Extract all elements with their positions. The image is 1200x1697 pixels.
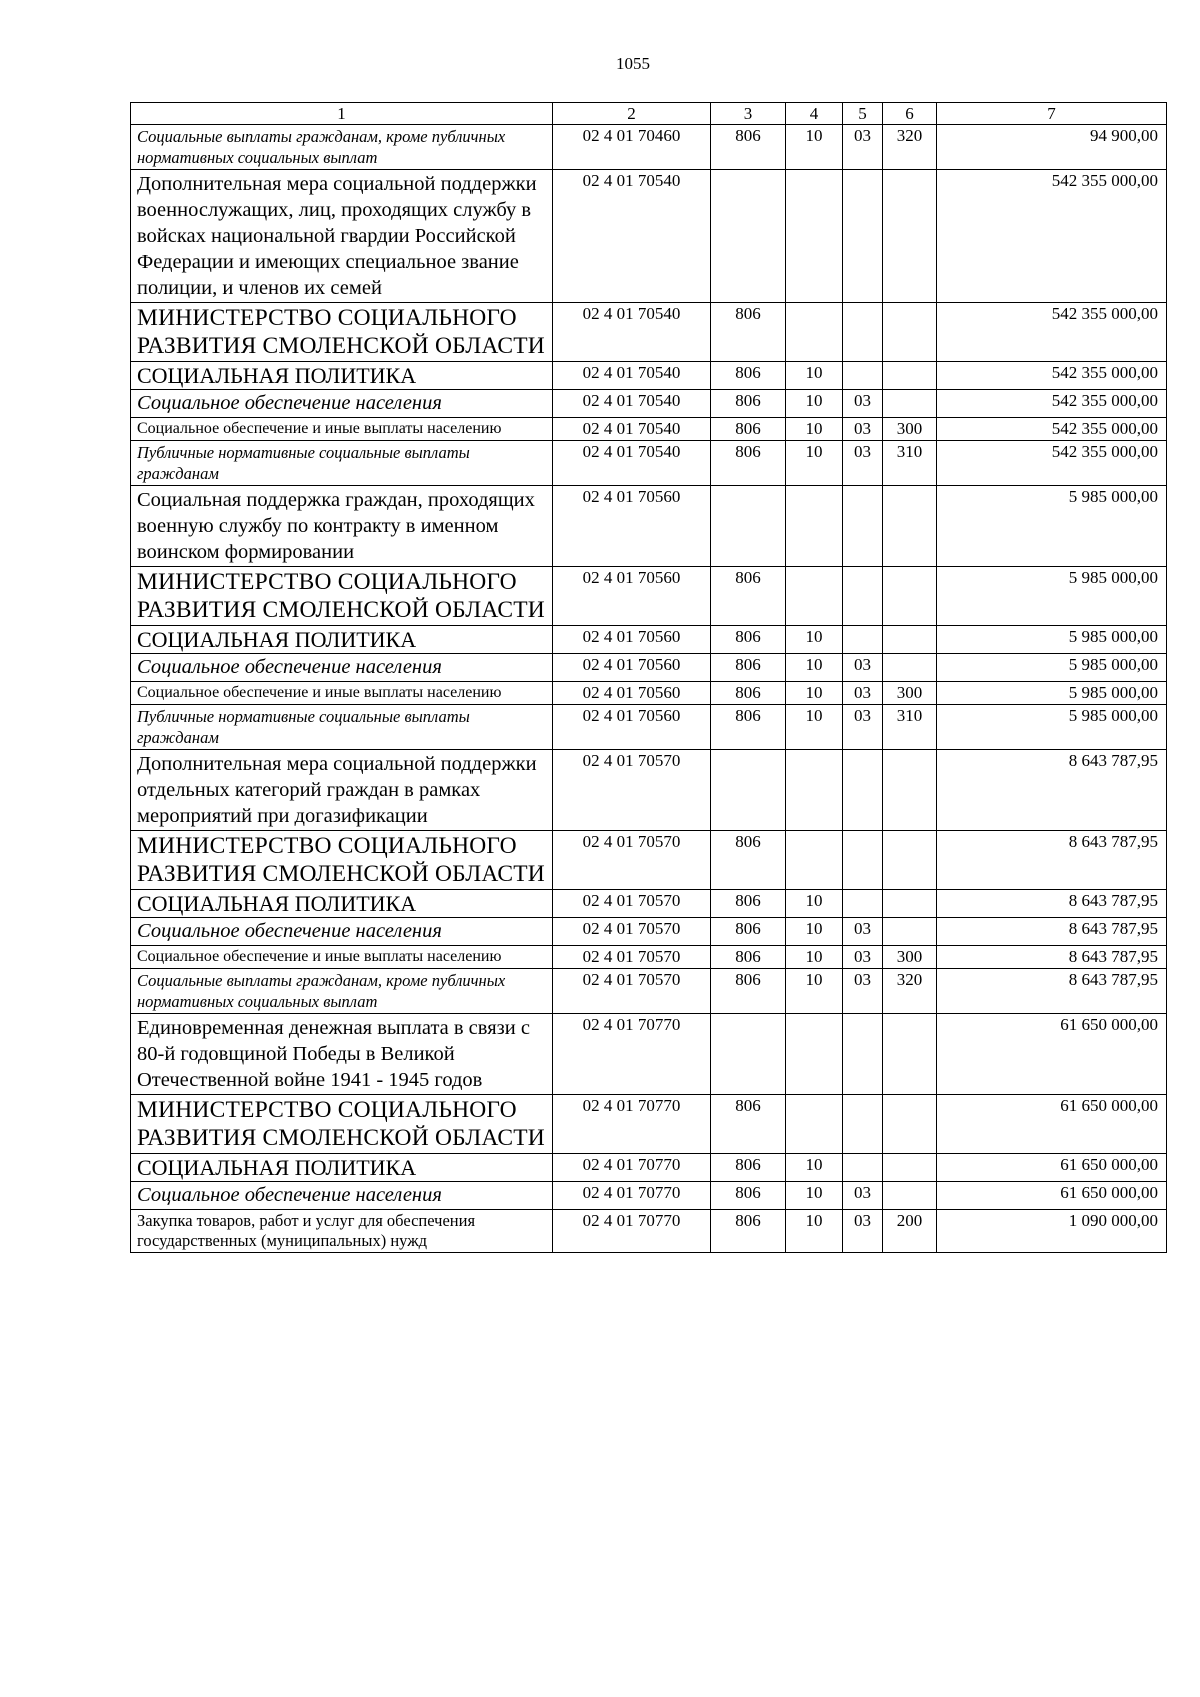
subsection-code-cell <box>843 890 883 918</box>
subsection-code-cell: 03 <box>843 682 883 705</box>
target-article-cell: 02 4 01 70540 <box>553 390 711 418</box>
ministry-code-cell: 806 <box>711 705 786 750</box>
expense-type-cell <box>883 918 937 946</box>
row-name-cell: Социальная поддержка граждан, проходящих военную службу по контракту в именном воинском формировании <box>131 486 553 567</box>
target-article-cell: 02 4 01 70570 <box>553 750 711 831</box>
table-row <box>131 705 1167 750</box>
ministry-code-cell: 806 <box>711 441 786 486</box>
table-row <box>131 441 1167 486</box>
table-row <box>131 682 1167 705</box>
row-name-cell: Единовременная денежная выплата в связи с 80-й годовщиной Победы в Великой Отечественной войне 1941 - 1945 годов <box>131 1014 553 1095</box>
amount-cell: 542 355 000,00 <box>937 362 1167 390</box>
ministry-code-cell: 806 <box>711 626 786 654</box>
section-code-cell: 10 <box>786 418 843 441</box>
amount-cell: 5 985 000,00 <box>937 626 1167 654</box>
row-name-cell: Публичные нормативные социальные выплаты гражданам <box>131 441 553 486</box>
section-code-cell: 10 <box>786 362 843 390</box>
expense-type-cell: 200 <box>883 1210 937 1253</box>
row-name-cell: Дополнительная мера социальной поддержки отдельных категорий граждан в рамках мероприятий при догазификации <box>131 750 553 831</box>
section-code-cell <box>786 170 843 303</box>
subsection-code-cell: 03 <box>843 1210 883 1253</box>
ministry-code-cell: 806 <box>711 1210 786 1253</box>
row-name-cell: Социальное обеспечение населения <box>131 390 553 418</box>
row-name-cell: Дополнительная мера социальной поддержки военнослужащих, лиц, проходящих службу в войсках национальной гвардии Российской Федерации и имеющих специальное звание полиции, и членов их семей <box>131 170 553 303</box>
ministry-code-cell: 806 <box>711 1182 786 1210</box>
section-code-cell <box>786 567 843 626</box>
table-row <box>131 750 1167 831</box>
column-header: 6 <box>883 103 937 125</box>
target-article-cell: 02 4 01 70770 <box>553 1154 711 1182</box>
column-header: 5 <box>843 103 883 125</box>
subsection-code-cell: 03 <box>843 125 883 170</box>
ministry-code-cell: 806 <box>711 682 786 705</box>
amount-cell: 61 650 000,00 <box>937 1182 1167 1210</box>
amount-cell: 542 355 000,00 <box>937 418 1167 441</box>
subsection-code-cell: 03 <box>843 390 883 418</box>
subsection-code-cell <box>843 486 883 567</box>
amount-cell: 542 355 000,00 <box>937 441 1167 486</box>
amount-cell: 5 985 000,00 <box>937 654 1167 682</box>
expense-type-cell <box>883 170 937 303</box>
ministry-code-cell <box>711 1014 786 1095</box>
column-header: 4 <box>786 103 843 125</box>
ministry-code-cell: 806 <box>711 831 786 890</box>
ministry-code-cell: 806 <box>711 390 786 418</box>
ministry-code-cell: 806 <box>711 418 786 441</box>
ministry-code-cell <box>711 170 786 303</box>
target-article-cell: 02 4 01 70540 <box>553 170 711 303</box>
row-name-cell: Социальное обеспечение и иные выплаты населению <box>131 946 553 969</box>
subsection-code-cell <box>843 1154 883 1182</box>
amount-cell: 5 985 000,00 <box>937 486 1167 567</box>
ministry-code-cell: 806 <box>711 969 786 1014</box>
amount-cell: 61 650 000,00 <box>937 1154 1167 1182</box>
section-code-cell: 10 <box>786 946 843 969</box>
target-article-cell: 02 4 01 70770 <box>553 1182 711 1210</box>
target-article-cell: 02 4 01 70560 <box>553 705 711 750</box>
section-code-cell: 10 <box>786 1210 843 1253</box>
target-article-cell: 02 4 01 70770 <box>553 1210 711 1253</box>
table-row <box>131 1095 1167 1154</box>
target-article-cell: 02 4 01 70570 <box>553 890 711 918</box>
expense-type-cell <box>883 626 937 654</box>
ministry-code-cell: 806 <box>711 946 786 969</box>
amount-cell: 542 355 000,00 <box>937 390 1167 418</box>
subsection-code-cell: 03 <box>843 969 883 1014</box>
page-number: 1055 <box>616 54 650 73</box>
row-name-cell: Публичные нормативные социальные выплаты гражданам <box>131 705 553 750</box>
target-article-cell: 02 4 01 70770 <box>553 1095 711 1154</box>
table-row <box>131 1182 1167 1210</box>
amount-cell: 5 985 000,00 <box>937 705 1167 750</box>
subsection-code-cell: 03 <box>843 705 883 750</box>
column-header: 1 <box>131 103 553 125</box>
row-name-cell: Закупка товаров, работ и услуг для обеспечения государственных (муниципальных) нужд <box>131 1210 553 1253</box>
table-row <box>131 390 1167 418</box>
expense-type-cell <box>883 654 937 682</box>
amount-cell: 1 090 000,00 <box>937 1210 1167 1253</box>
expense-type-cell: 300 <box>883 946 937 969</box>
table-row <box>131 486 1167 567</box>
target-article-cell: 02 4 01 70540 <box>553 303 711 362</box>
row-name-cell: Социальные выплаты гражданам, кроме публичных нормативных социальных выплат <box>131 969 553 1014</box>
table-row <box>131 969 1167 1014</box>
section-code-cell: 10 <box>786 441 843 486</box>
target-article-cell: 02 4 01 70460 <box>553 125 711 170</box>
subsection-code-cell: 03 <box>843 441 883 486</box>
ministry-code-cell <box>711 486 786 567</box>
subsection-code-cell <box>843 567 883 626</box>
section-code-cell <box>786 1095 843 1154</box>
table-row <box>131 303 1167 362</box>
target-article-cell: 02 4 01 70560 <box>553 654 711 682</box>
row-name-cell: Социальное обеспечение населения <box>131 654 553 682</box>
row-name-cell: СОЦИАЛЬНАЯ ПОЛИТИКА <box>131 362 553 390</box>
amount-cell: 542 355 000,00 <box>937 170 1167 303</box>
subsection-code-cell <box>843 303 883 362</box>
subsection-code-cell <box>843 1095 883 1154</box>
subsection-code-cell <box>843 626 883 654</box>
row-name-cell: СОЦИАЛЬНАЯ ПОЛИТИКА <box>131 626 553 654</box>
subsection-code-cell: 03 <box>843 1182 883 1210</box>
expense-type-cell <box>883 1154 937 1182</box>
row-name-cell: МИНИСТЕРСТВО СОЦИАЛЬНОГО РАЗВИТИЯ СМОЛЕНСКОЙ ОБЛАСТИ <box>131 567 553 626</box>
subsection-code-cell <box>843 170 883 303</box>
header-row <box>131 103 1167 125</box>
row-name-cell: МИНИСТЕРСТВО СОЦИАЛЬНОГО РАЗВИТИЯ СМОЛЕНСКОЙ ОБЛАСТИ <box>131 303 553 362</box>
expense-type-cell <box>883 390 937 418</box>
table-row <box>131 567 1167 626</box>
amount-cell: 8 643 787,95 <box>937 969 1167 1014</box>
ministry-code-cell: 806 <box>711 303 786 362</box>
section-code-cell <box>786 831 843 890</box>
row-name-cell: Социальные выплаты гражданам, кроме публичных нормативных социальных выплат <box>131 125 553 170</box>
row-name-cell: МИНИСТЕРСТВО СОЦИАЛЬНОГО РАЗВИТИЯ СМОЛЕНСКОЙ ОБЛАСТИ <box>131 831 553 890</box>
section-code-cell: 10 <box>786 918 843 946</box>
row-name-cell: Социальное обеспечение и иные выплаты населению <box>131 682 553 705</box>
target-article-cell: 02 4 01 70540 <box>553 418 711 441</box>
target-article-cell: 02 4 01 70570 <box>553 918 711 946</box>
amount-cell: 8 643 787,95 <box>937 750 1167 831</box>
expense-type-cell: 300 <box>883 418 937 441</box>
amount-cell: 8 643 787,95 <box>937 831 1167 890</box>
row-name-cell: Социальное обеспечение населения <box>131 918 553 946</box>
section-code-cell <box>786 303 843 362</box>
section-code-cell: 10 <box>786 654 843 682</box>
amount-cell: 5 985 000,00 <box>937 567 1167 626</box>
expense-type-cell <box>883 750 937 831</box>
ministry-code-cell: 806 <box>711 654 786 682</box>
subsection-code-cell: 03 <box>843 654 883 682</box>
section-code-cell: 10 <box>786 1182 843 1210</box>
ministry-code-cell: 806 <box>711 890 786 918</box>
expense-type-cell <box>883 486 937 567</box>
subsection-code-cell <box>843 1014 883 1095</box>
ministry-code-cell: 806 <box>711 362 786 390</box>
target-article-cell: 02 4 01 70560 <box>553 486 711 567</box>
section-code-cell: 10 <box>786 682 843 705</box>
table-row <box>131 918 1167 946</box>
row-name-cell: МИНИСТЕРСТВО СОЦИАЛЬНОГО РАЗВИТИЯ СМОЛЕНСКОЙ ОБЛАСТИ <box>131 1095 553 1154</box>
expense-type-cell <box>883 1182 937 1210</box>
section-code-cell <box>786 750 843 831</box>
target-article-cell: 02 4 01 70540 <box>553 362 711 390</box>
amount-cell: 5 985 000,00 <box>937 682 1167 705</box>
table-row <box>131 654 1167 682</box>
subsection-code-cell: 03 <box>843 418 883 441</box>
amount-cell: 94 900,00 <box>937 125 1167 170</box>
expense-type-cell <box>883 890 937 918</box>
subsection-code-cell: 03 <box>843 918 883 946</box>
amount-cell: 542 355 000,00 <box>937 303 1167 362</box>
subsection-code-cell <box>843 831 883 890</box>
section-code-cell: 10 <box>786 125 843 170</box>
section-code-cell <box>786 486 843 567</box>
ministry-code-cell <box>711 750 786 831</box>
table-row <box>131 890 1167 918</box>
budget-table <box>130 102 1167 1253</box>
column-header: 3 <box>711 103 786 125</box>
expense-type-cell: 310 <box>883 441 937 486</box>
section-code-cell: 10 <box>786 969 843 1014</box>
expense-type-cell <box>883 1014 937 1095</box>
ministry-code-cell: 806 <box>711 567 786 626</box>
ministry-code-cell: 806 <box>711 1154 786 1182</box>
section-code-cell: 10 <box>786 390 843 418</box>
section-code-cell <box>786 1014 843 1095</box>
table-row <box>131 418 1167 441</box>
ministry-code-cell: 806 <box>711 125 786 170</box>
table-row <box>131 125 1167 170</box>
subsection-code-cell: 03 <box>843 946 883 969</box>
target-article-cell: 02 4 01 70570 <box>553 831 711 890</box>
row-name-cell: СОЦИАЛЬНАЯ ПОЛИТИКА <box>131 1154 553 1182</box>
subsection-code-cell <box>843 750 883 831</box>
amount-cell: 8 643 787,95 <box>937 890 1167 918</box>
target-article-cell: 02 4 01 70560 <box>553 567 711 626</box>
target-article-cell: 02 4 01 70560 <box>553 626 711 654</box>
table-row <box>131 1210 1167 1253</box>
target-article-cell: 02 4 01 70560 <box>553 682 711 705</box>
row-name-cell: Социальное обеспечение населения <box>131 1182 553 1210</box>
expense-type-cell <box>883 567 937 626</box>
table-row <box>131 626 1167 654</box>
section-code-cell: 10 <box>786 890 843 918</box>
section-code-cell: 10 <box>786 1154 843 1182</box>
target-article-cell: 02 4 01 70570 <box>553 969 711 1014</box>
amount-cell: 61 650 000,00 <box>937 1014 1167 1095</box>
amount-cell: 8 643 787,95 <box>937 946 1167 969</box>
target-article-cell: 02 4 01 70770 <box>553 1014 711 1095</box>
expense-type-cell: 320 <box>883 125 937 170</box>
ministry-code-cell: 806 <box>711 1095 786 1154</box>
table-row <box>131 1154 1167 1182</box>
expense-type-cell <box>883 831 937 890</box>
expense-type-cell: 310 <box>883 705 937 750</box>
expense-type-cell: 320 <box>883 969 937 1014</box>
table-body <box>131 125 1167 1253</box>
column-header: 7 <box>937 103 1167 125</box>
expense-type-cell <box>883 303 937 362</box>
expense-type-cell: 300 <box>883 682 937 705</box>
row-name-cell: Социальное обеспечение и иные выплаты населению <box>131 418 553 441</box>
ministry-code-cell: 806 <box>711 918 786 946</box>
subsection-code-cell <box>843 362 883 390</box>
column-header: 2 <box>553 103 711 125</box>
target-article-cell: 02 4 01 70540 <box>553 441 711 486</box>
expense-type-cell <box>883 1095 937 1154</box>
table-row <box>131 1014 1167 1095</box>
amount-cell: 61 650 000,00 <box>937 1095 1167 1154</box>
section-code-cell: 10 <box>786 626 843 654</box>
row-name-cell: СОЦИАЛЬНАЯ ПОЛИТИКА <box>131 890 553 918</box>
table-row <box>131 170 1167 303</box>
section-code-cell: 10 <box>786 705 843 750</box>
target-article-cell: 02 4 01 70570 <box>553 946 711 969</box>
expense-type-cell <box>883 362 937 390</box>
table-row <box>131 946 1167 969</box>
table-row <box>131 362 1167 390</box>
table-row <box>131 831 1167 890</box>
amount-cell: 8 643 787,95 <box>937 918 1167 946</box>
